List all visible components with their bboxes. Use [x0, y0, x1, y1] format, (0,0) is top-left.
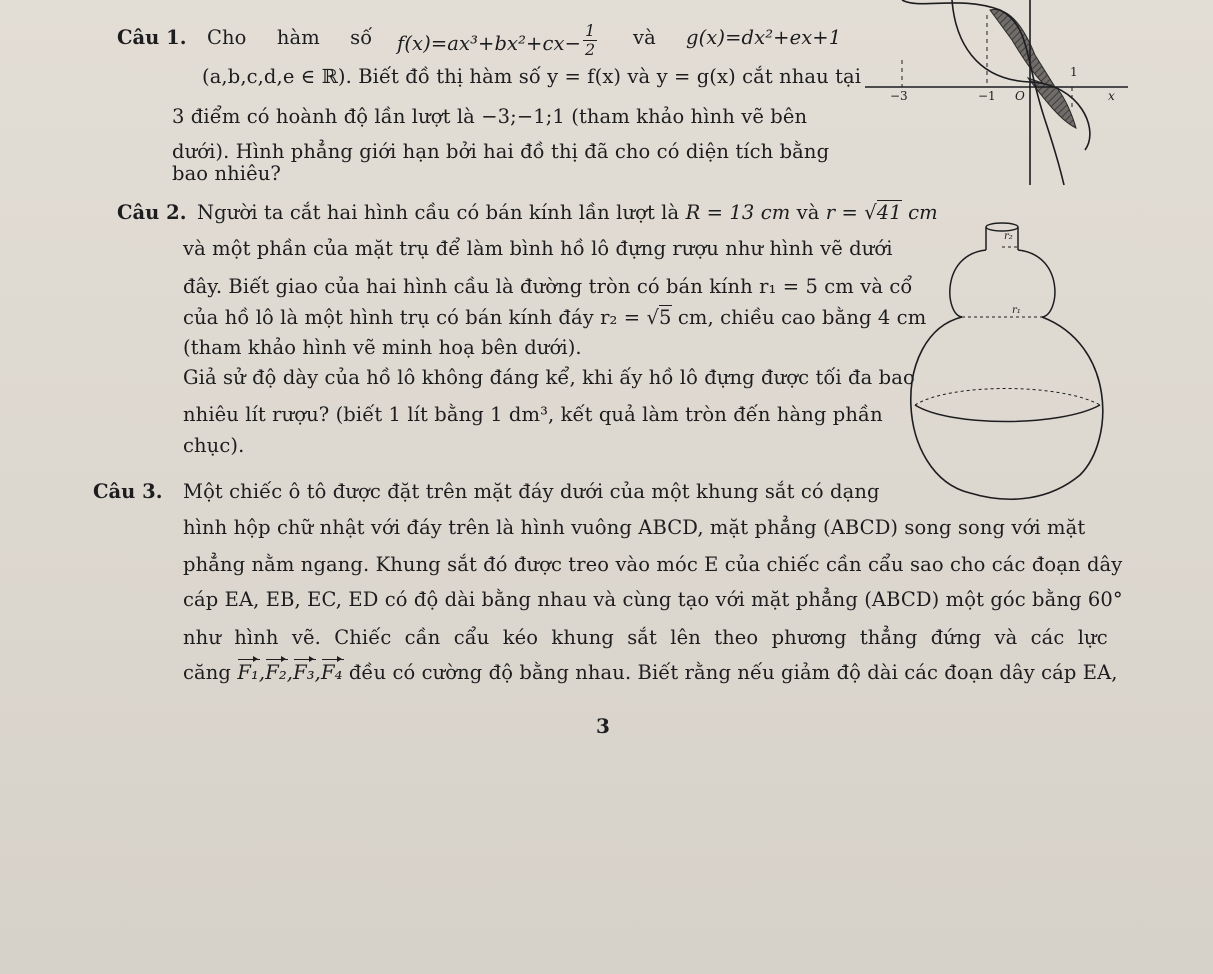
- q2-line7: nhiêu lít rượu? (biết 1 lít bằng 1 dm³, kết quả làm tròn đến hàng phần: [183, 403, 883, 426]
- q2-r-unit: cm: [901, 201, 938, 224]
- q1-label-neg1: −1: [978, 89, 996, 103]
- q1-label: Câu 1.: [117, 26, 187, 49]
- q3-line6-a: căng: [183, 661, 231, 684]
- q1-line5: bao nhiêu?: [172, 162, 281, 185]
- q2-r-prefix: r =: [825, 201, 865, 224]
- q1-frac-num: 1: [585, 21, 596, 40]
- q2-gourd-figure: [900, 215, 1115, 505]
- q2-equator-front: [915, 405, 1100, 422]
- q1-label-O: O: [1015, 89, 1025, 103]
- q1-label-x: x: [1108, 89, 1115, 103]
- q1-line1-lead: Cho hàm số: [207, 26, 373, 49]
- q2-neck-top: [986, 223, 1018, 231]
- q3-line1: Một chiếc ô tô được đặt trên mặt đáy dưới của một khung sắt có dạng: [183, 480, 880, 503]
- q1-f-formula: [397, 21, 599, 63]
- q2-line5: (tham khảo hình vẽ minh hoạ bên dưới).: [183, 336, 582, 359]
- q2-r-value: r = √41 cm: [825, 201, 938, 224]
- q2-line4-a: của hồ lô là một hình trụ có bán kính đáy r₂ =: [183, 306, 647, 329]
- q1-fraction: [583, 22, 597, 59]
- q3-label: Câu 3.: [93, 480, 163, 503]
- q2-line6: Giả sử độ dày của hồ lô không đáng kể, khi ấy hồ lô đựng được tối đa bao: [183, 366, 915, 389]
- page-number: 3: [596, 714, 610, 738]
- q1-and: và: [633, 26, 656, 49]
- q3-vec-F4: F₄: [320, 661, 343, 684]
- q1-line2: (a,b,c,d,e ∈ ℝ). Biết đồ thị hàm số y = f(x) và y = g(x) cắt nhau tại: [202, 65, 862, 88]
- q1-line4: dưới). Hình phẳng giới hạn bởi hai đồ thị đã cho có diện tích bằng: [172, 140, 830, 163]
- q2-equator-back: [915, 389, 1100, 406]
- q2-line4-b: cm, chiều cao bằng 4 cm: [671, 306, 927, 329]
- q3-force-vectors: F₁,F₂,F₃,F₄: [237, 661, 343, 684]
- q1-f-expr: f(x)=ax³+bx²+cx−: [397, 32, 582, 55]
- q1-label-neg3: −3: [890, 89, 908, 103]
- q3-line2: hình hộp chữ nhật với đáy trên là hình vuông ABCD, mặt phẳng (ABCD) song song với mặt: [183, 516, 1086, 539]
- q3-vec-F3: F₃: [293, 661, 315, 684]
- q1-label-1: 1: [1070, 65, 1078, 79]
- q2-big-sphere: [911, 317, 1103, 499]
- q3-line3: phẳng nằm ngang. Khung sắt đó được treo vào móc E của chiếc cần cẩu sao cho các đoạn dây: [183, 553, 1123, 576]
- q1-line3: 3 điểm có hoành độ lần lượt là −3;−1;1 (tham khảo hình vẽ bên: [172, 105, 808, 128]
- q2-line4-sqrt: 5: [659, 306, 672, 329]
- q3-line5: như hình vẽ. Chiếc cần cẩu kéo khung sắt lên theo phương thẳng đứng và các lực: [183, 626, 1108, 649]
- q1-line1-text: [207, 26, 372, 49]
- q2-label-r2: r₂: [1004, 231, 1013, 242]
- q3-line6: [183, 661, 1118, 684]
- q3-vec-F2: F₂: [265, 661, 287, 684]
- q2-label-r1: r₁: [1012, 305, 1021, 316]
- q3-line6-b: đều có cường độ bằng nhau. Biết rằng nếu giảm độ dài các đoạn dây cáp EA,: [348, 661, 1118, 684]
- q1-graph: [860, 0, 1130, 185]
- q2-line2: và một phần của mặt trụ để làm bình hồ lô đựng rượu như hình vẽ dưới: [183, 237, 893, 260]
- q2-r-sqrt: 41: [876, 201, 902, 224]
- q3-line4: cáp EA, EB, EC, ED có độ dài bằng nhau và cùng tạo với mặt phẳng (ABCD) một góc bằng 60°: [183, 588, 1123, 611]
- q1-frac-den: 2: [585, 40, 596, 59]
- q3-vec-F1: F₁: [237, 661, 259, 684]
- q2-line1-text: Người ta cắt hai hình cầu có bán kính lần lượt là: [197, 201, 680, 224]
- q2-line8: chục).: [183, 434, 245, 457]
- q2-and: và: [796, 201, 820, 224]
- q2-label: Câu 2.: [117, 201, 187, 224]
- q2-line3: đây. Biết giao của hai hình cầu là đường tròn có bán kính r₁ = 5 cm và cổ: [183, 275, 913, 298]
- q2-line4: của hồ lô là một hình trụ có bán kính đáy r₂ = √5 cm, chiều cao bằng 4 cm: [183, 306, 927, 329]
- q2-line1: [197, 201, 938, 224]
- q2-small-sphere: [950, 250, 1055, 317]
- q1-g-formula: g(x)=dx²+ex+1: [686, 26, 842, 49]
- q2-R-value: R = 13 cm: [685, 201, 791, 224]
